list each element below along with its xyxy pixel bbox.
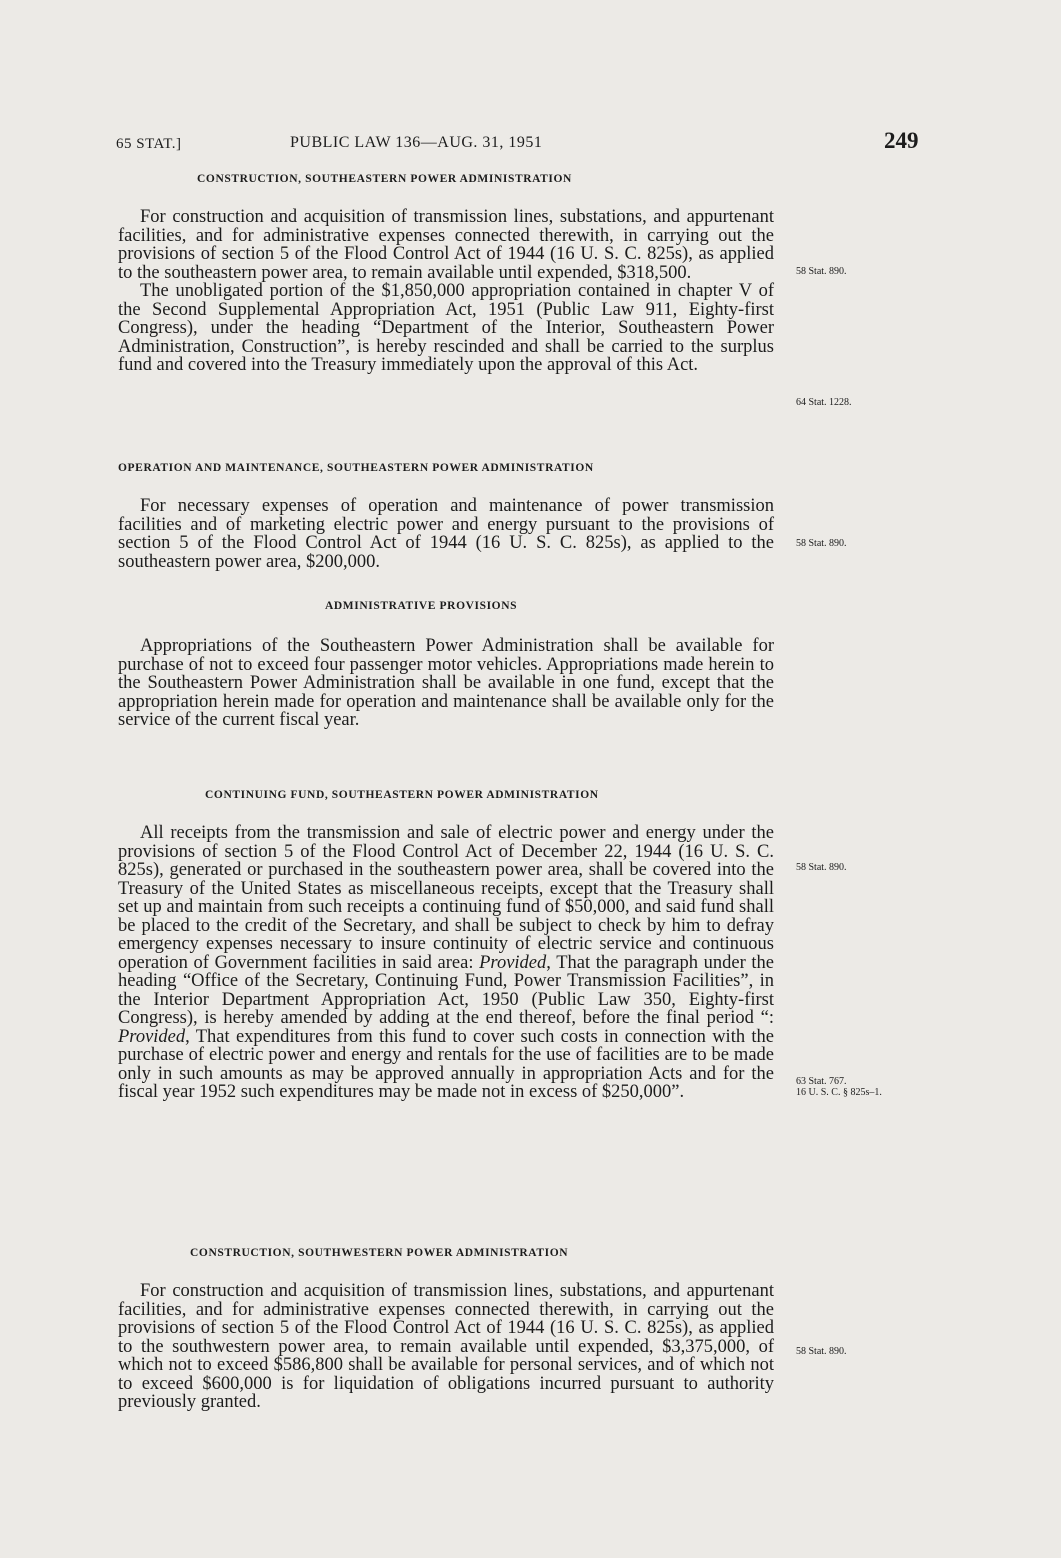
margin-note: 64 Stat. 1228. <box>796 397 852 408</box>
section-body <box>118 637 774 730</box>
section-body <box>118 497 774 571</box>
margin-note: 58 Stat. 890. <box>796 1346 847 1357</box>
paragraph-text: , That the paragraph under the heading “Office of the Secretary, Continuing Fund, Power Transmission Facilities”, in the Interior Department Appropriation Act, 1950 (Public Law 350, Eighty-first Congress), is hereby amended by adding at the end thereof, before the final period “: <box>118 952 774 1028</box>
paragraph-text: , That expenditures from this fund to cover such costs in connection with the purchase of electric power and energy and rentals for the use of facilities are to be made only in such amounts as may be approved annually in appropriation Acts and for the fiscal year 1952 such expenditures may be made not in excess of $250,000”. <box>118 1026 774 1102</box>
section-heading: CONSTRUCTION, SOUTHEASTERN POWER ADMINISTRATION <box>197 173 572 185</box>
section-heading: ADMINISTRATIVE PROVISIONS <box>325 600 518 612</box>
section-body <box>118 208 774 375</box>
margin-note: 58 Stat. 890. <box>796 538 847 549</box>
section-heading: OPERATION AND MAINTENANCE, SOUTHEASTERN POWER ADMINISTRATION <box>118 462 594 474</box>
section-heading: CONTINUING FUND, SOUTHEASTERN POWER ADMINISTRATION <box>205 789 599 801</box>
section-body <box>118 824 774 1102</box>
paragraph: For necessary expenses of operation and maintenance of power transmission facilities and of marketing electric power and energy pursuant to the provisions of section 5 of the Flood Control Act of 1944 (16 U. S. C. 825s), as applied to the southeastern power area, $200,000. <box>118 496 774 572</box>
header-title: PUBLIC LAW 136—AUG. 31, 1951 <box>290 134 543 151</box>
margin-note: 16 U. S. C. § 825s–1. <box>796 1087 882 1098</box>
section-heading: CONSTRUCTION, SOUTHWESTERN POWER ADMINISTRATION <box>190 1247 569 1259</box>
margin-note: 63 Stat. 767. <box>796 1076 847 1087</box>
provided-italic: Provided <box>479 952 547 973</box>
paragraph <box>118 824 774 1102</box>
margin-note: 58 Stat. 890. <box>796 266 847 277</box>
paragraph: Appropriations of the Southeastern Power Administration shall be available for purchase of not to exceed four passenger motor vehicles. Appropriations made herein to the Southeastern Power Administration shall be available in one fund, except that the appropriation herein made for operation and maintenance shall be available only for the service of the current fiscal year. <box>118 636 774 730</box>
paragraph: For construction and acquisition of transmission lines, substations, and appurtenant facilities, and for administrative expenses connected therewith, in carrying out the provisions of section 5 of the Flood Control Act of 1944 (16 U. S. C. 825s), as applied to the southwestern power area, to remain available until expended, $3,375,000, of which not to exceed $586,800 shall be available for personal services, and of which not to exceed $600,000 is for liquidation of obligations incurred pursuant to authority previously granted. <box>118 1281 774 1412</box>
header-volume: 65 STAT.] <box>116 136 182 152</box>
paragraph: The unobligated portion of the $1,850,000 appropriation contained in chapter V of the Second Supplemental Appropriation Act, 1951 (Public Law 911, Eighty-first Congress), under the heading “Department of the Interior, Southeastern Power Administration, Construction”, is hereby rescinded and shall be carried to the surplus fund and covered into the Treasury immediately upon the approval of this Act. <box>118 281 774 375</box>
paragraph-text: All receipts from the transmission and sale of electric power and energy under the provisions of section 5 of the Flood Control Act of December 22, 1944 (16 U. S. C. 825s), generated or purchased in the southeastern power area, shall be covered into the Treasury of the United States as miscellaneous receipts, except that the Treasury shall set up and maintain from such receipts a continuing fund of $50,000, and said fund shall be placed to the credit of the Secretary, and shall be subject to check by him to defray emergency expenses necessary to insure continuity of electric service and continuous operation of Government facilities in said area: <box>118 823 774 973</box>
section-body <box>118 1282 774 1412</box>
provided-italic: Provided <box>118 1026 186 1047</box>
margin-note: 58 Stat. 890. <box>796 862 847 873</box>
paragraph: For construction and acquisition of transmission lines, substations, and appurtenant facilities, and for administrative expenses connected therewith, in carrying out the provisions of section 5 of the Flood Control Act of 1944 (16 U. S. C. 825s), as applied to the southeastern power area, to remain available until expended, $318,500. <box>118 207 774 283</box>
page-number: 249 <box>884 128 919 153</box>
